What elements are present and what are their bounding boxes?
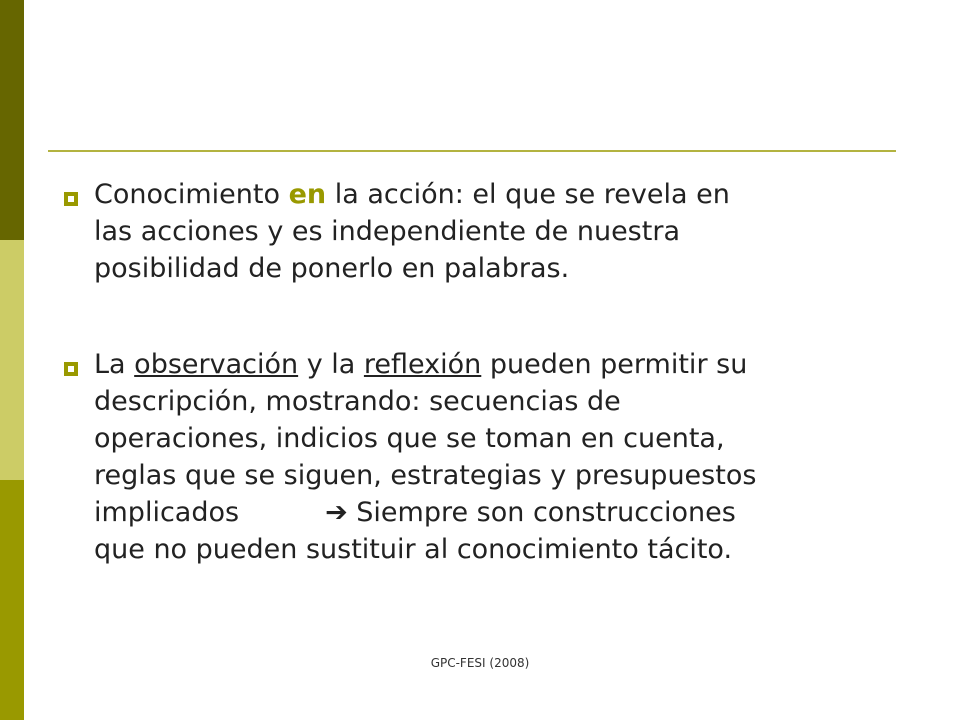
text-segment: la acción: el que se revela en — [326, 179, 730, 210]
side-bar-segment-dark — [0, 0, 24, 240]
text-segment: La — [94, 349, 135, 380]
emphasis-text: en — [288, 179, 327, 210]
bullet-line: reglas que se siguen, estrategias y presupuestos — [94, 460, 757, 491]
text-segment: Conocimiento — [94, 179, 289, 210]
square-bullet-icon — [64, 192, 78, 206]
bullet-line: las acciones y es independiente de nuestra — [94, 216, 680, 247]
bullet-line: descripción, mostrando: secuencias de — [94, 386, 621, 417]
title-divider — [48, 150, 896, 152]
bullet-line: operaciones, indicios que se toman en cuenta, — [94, 423, 725, 454]
bullet-line: que no pueden sustituir al conocimiento tácito. — [94, 534, 733, 565]
bullet-line: posibilidad de ponerlo en palabras. — [94, 253, 570, 284]
text-segment: pueden permitir su — [481, 349, 748, 380]
side-bar-segment-light — [0, 240, 24, 480]
bullet-line — [94, 494, 904, 531]
bullet-line — [94, 346, 904, 383]
square-bullet-icon — [64, 362, 78, 376]
underlined-term-reflexion: reflexión — [363, 349, 482, 380]
bullet-text — [94, 346, 904, 568]
right-arrow-icon: ➔ — [325, 497, 348, 528]
bullet-line — [94, 176, 904, 213]
text-segment: implicados — [94, 497, 240, 528]
text-segment: y la — [298, 349, 364, 380]
side-bar-segment-mid — [0, 480, 24, 720]
text-segment: Siempre son construcciones — [347, 497, 736, 528]
bullet-text — [94, 176, 904, 287]
slide-footer: GPC-FESI (2008) — [430, 656, 530, 670]
underlined-term-observacion: observación — [134, 349, 299, 380]
side-color-bar — [0, 0, 24, 720]
